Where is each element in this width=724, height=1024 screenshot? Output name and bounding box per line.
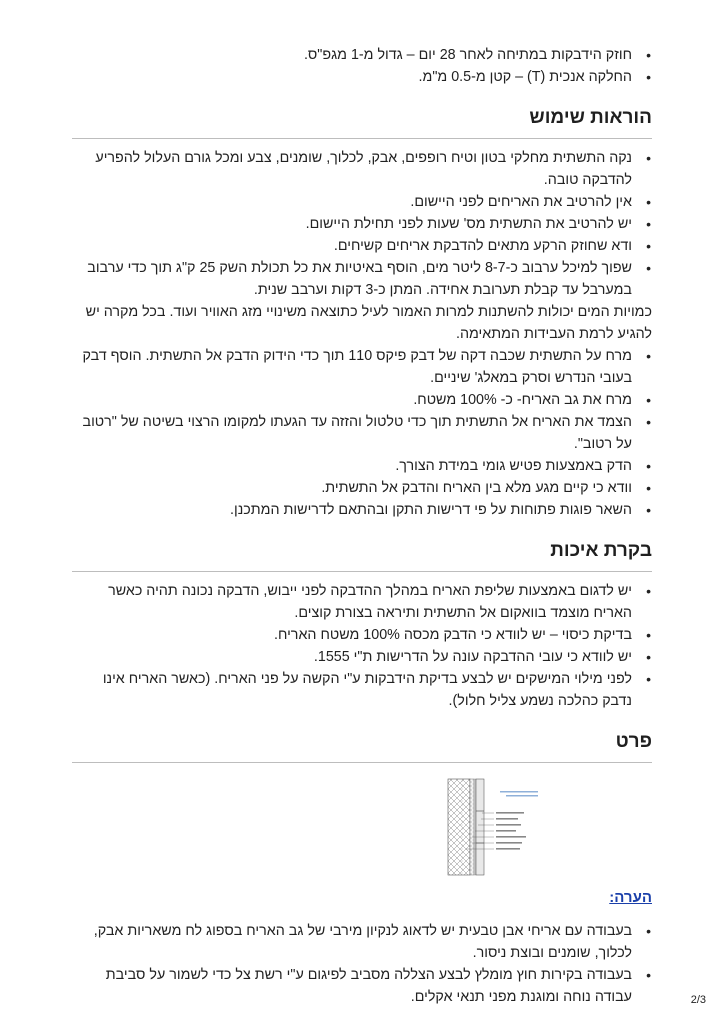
callout-labels: [496, 812, 526, 850]
usage-title: הוראות שימוש: [529, 107, 652, 128]
remark-list: [72, 920, 652, 1008]
list-item: • בעבודה בקירות חוץ מומלץ לבצע הצללה מסביב לפיגום ע"י רשת צל כדי לשמור על סביבת עבודה נוחה ומוגנת מפני תנאי אקלים.: [72, 964, 652, 1008]
list-item: • לפני מילוי המישקים יש לבצע בדיקת הידבקות ע"י הקשה על פני האריח. (כאשר האריח אינו נדבק כהלכה נשמע צליל חלול).: [72, 668, 652, 712]
list-item: • ודא שחוזק הרקע מתאים להדבקת אריחים קשיחים.: [72, 235, 652, 257]
water-note: כמויות המים יכולות להשתנות למרות האמור לעיל כתוצאה משינויי מזג האוויר ועוד. בכל מקרה יש להגיע לרמת העבידות המתאימה.: [85, 304, 652, 342]
drawing-caption: [500, 791, 538, 797]
wall-section-drawing: [442, 777, 546, 877]
list-item-text: שפוך למיכל ערבוב כ-8-7 ליטר מים, הוסף באיטיות את כל תכולת השק 25 ק"ג תוך כדי ערבוב במערבל עד קבלת תערובת אחידה. המתן כ-3 דקות וערבב שנית.: [87, 260, 632, 298]
quality-title: בקרת איכות: [550, 540, 652, 561]
detail-section: [72, 730, 652, 881]
list-item: • יש לדגום באמצעות שליפת האריח במהלך ההדבקה לפני ייבוש, הדבקה נכונה תהיה כאשר האריח מוצמד בוואקום אל התשתית ותיראה בצורת קוצים.: [72, 580, 652, 624]
quality-list: [72, 580, 652, 712]
section-header: [72, 730, 652, 763]
list-item: • החלקה אנכית (T) – קטן מ-0.5 מ"מ.: [72, 66, 652, 88]
list-item: • בדיקת כיסוי – יש לוודא כי הדבק מכסה 100% משטח האריח.: [72, 624, 652, 646]
list-item: • יש לוודא כי עובי ההדבקה עונה על הדרישות ת"י 1555.: [72, 646, 652, 668]
tile-layer: [476, 779, 484, 875]
usage-list: [72, 147, 652, 521]
remark-heading: הערה:: [609, 889, 652, 906]
list-item: • נקה התשתית מחלקי בטון וטיח רופפים, אבק, לכלוך, שומנים, צבע ומכל גורם העלול להפריע להדבקה טובה.: [72, 147, 652, 191]
list-item: • יש להרטיב את התשתית מס' שעות לפני תחילת היישום.: [72, 213, 652, 235]
section-header: [72, 106, 652, 139]
list-item: • וודא כי קיים מגע מלא בין האריח והדבק אל התשתית.: [72, 477, 652, 499]
list-item: • חוזק הידבקות במתיחה לאחר 28 יום – גדול מ-1 מגפ"ס.: [72, 44, 652, 66]
adhesive-layer: [474, 779, 476, 875]
list-item: • אין להרטיב את האריחים לפני היישום.: [72, 191, 652, 213]
detail-title: פרט: [615, 731, 652, 752]
plaster-layer: [470, 779, 474, 875]
detail-drawing: [72, 777, 652, 881]
list-item: • השאר פוגות פתוחות על פי דרישות התקן ובהתאם לדרישות המתכנן.: [72, 499, 652, 521]
list-item: • מרח את גב האריח- כ- 100% משטח.: [72, 389, 652, 411]
list-item: • הדק באמצעות פטיש גומי במידת הצורך.: [72, 455, 652, 477]
page-number: 2/3: [690, 994, 706, 1006]
list-item: • מרח על התשתית שכבה דקה של דבק פיקס 110 תוך כדי הידוק הדבק אל התשתית. הוסף דבק בעובי הנדרש וסרק במאלג' שיניים.: [72, 345, 652, 389]
quality-section: [72, 539, 652, 712]
wall-layer: [448, 779, 470, 875]
list-item: [72, 257, 652, 345]
list-item: • הצמד את האריח אל התשתית תוך כדי טלטול והזזה עד הגעתו למקומו הרצוי בשיטה של "רטוב על רטוב".: [72, 411, 652, 455]
page-content: [72, 44, 652, 1008]
properties-list: [72, 44, 652, 88]
list-item: • בעבודה עם אריחי אבן טבעית יש לדאוג לנקיון מירבי של גב האריח בספוג לח משאריות אבק, לכלוך, שומנים ובוצת ניסור.: [72, 920, 652, 964]
usage-section: [72, 106, 652, 521]
section-header: [72, 539, 652, 572]
